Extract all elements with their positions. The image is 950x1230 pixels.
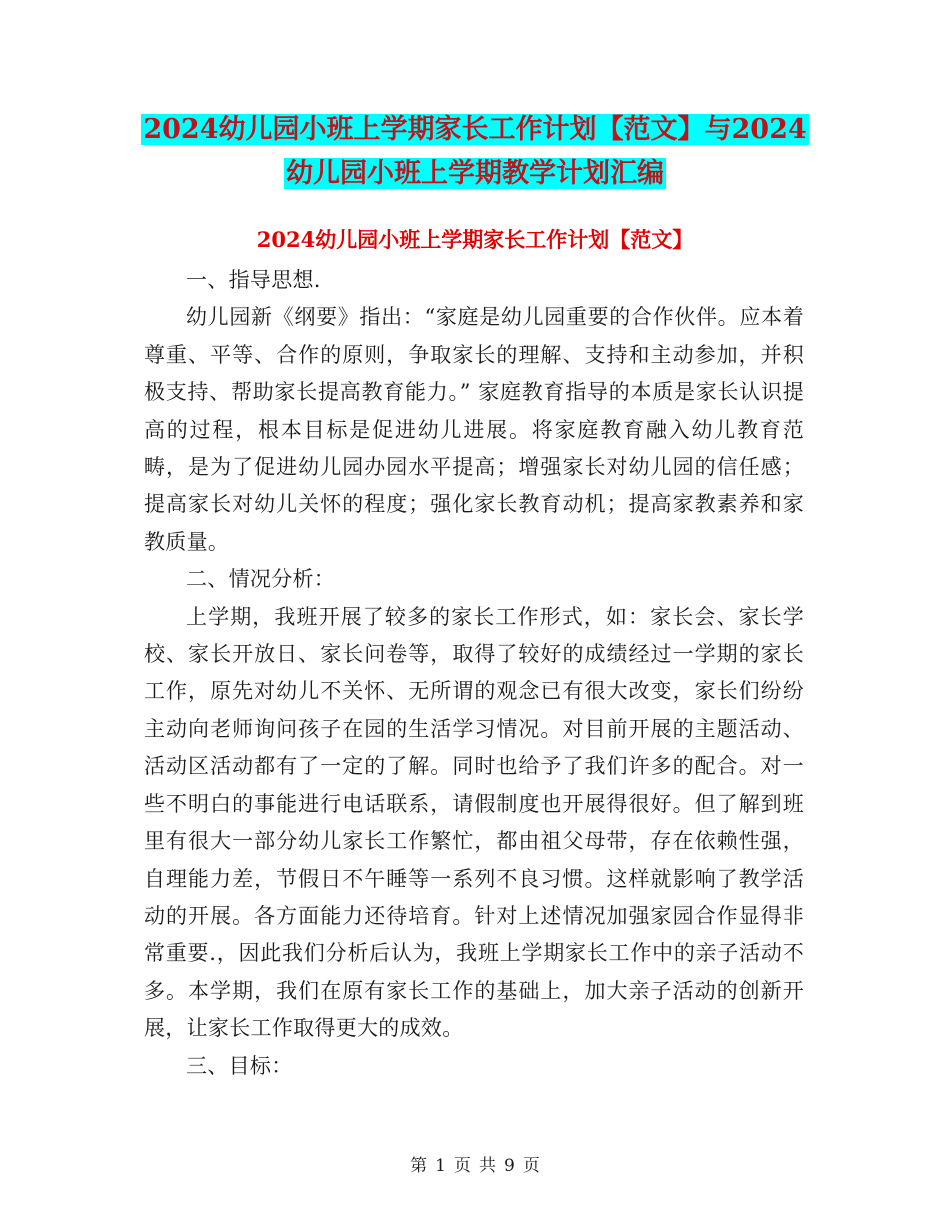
document-title-line-2: 幼儿园小班上学期教学计划汇编 xyxy=(286,158,664,189)
footer-prefix: 第 xyxy=(410,1156,428,1176)
paragraph-guiding-thought: 幼儿园新《纲要》指出：“家庭是幼儿园重要的合作伙伴。应本着尊重、平等、合作的原则，争取家长的理解、支持和主动参加，并积极支持、帮助家长提高教育能力。” 家庭教育指导的本质是家长认识提高的过程，根本目标是促进幼儿进展。将家庭教育融入幼儿教育范畴，是为了促进幼儿园办园水平提高；增强家长对幼儿园的信任感；提高家长对幼儿关怀的程度；强化家长教育动机；提高家教素养和家教质量。 xyxy=(144,305,804,554)
heading-situation-analysis: 二、情况分析： xyxy=(186,567,336,592)
document-body xyxy=(144,262,804,1085)
section-title: 2024幼儿园小班上学期家长工作计划【范文】 xyxy=(256,227,694,252)
heading-goals: 三、目标： xyxy=(186,1053,293,1078)
footer-suffix: 页 xyxy=(522,1156,540,1176)
footer-page-number: 1 xyxy=(435,1156,446,1176)
footer-page-word: 页 xyxy=(454,1156,471,1176)
heading-guiding-thought: 一、指导思想. xyxy=(186,268,321,292)
page-footer xyxy=(0,1152,950,1180)
document-title-line-1: 2024幼儿园小班上学期家长工作计划【范文】与2024 xyxy=(143,114,807,145)
paragraph-situation-analysis: 上学期，我班开展了较多的家长工作形式，如：家长会、家长学校、家长开放日、家长问卷等，取得了较好的成绩经过一学期的家长工作，原先对幼儿不关怀、无所谓的观念已有很大改变，家长们纷纷主动向老师询问孩子在园的生活学习情况。对目前开展的主题活动、活动区活动都有了一定的了解。同时也给予了我们许多的配合。对一些不明白的事能进行电话联系，请假制度也开展得很好。但了解到班里有很大一部分幼儿家长工作繁忙，都由祖父母带，存在依赖性强，自理能力差，节假日不午睡等一系列不良习惯。这样就影响了教学活动的开展。各方面能力还待培育。针对上述情况加强家园合作显得非常重要.，因此我们分析后认为，我班上学期家长工作中的亲子活动不多。本学期，我们在原有家长工作的基础上，加大亲子活动的创新开展，让家长工作取得更大的成效。 xyxy=(144,604,804,1041)
footer-total-pages: 9 xyxy=(504,1156,515,1176)
footer-total-word: 共 xyxy=(479,1156,496,1176)
